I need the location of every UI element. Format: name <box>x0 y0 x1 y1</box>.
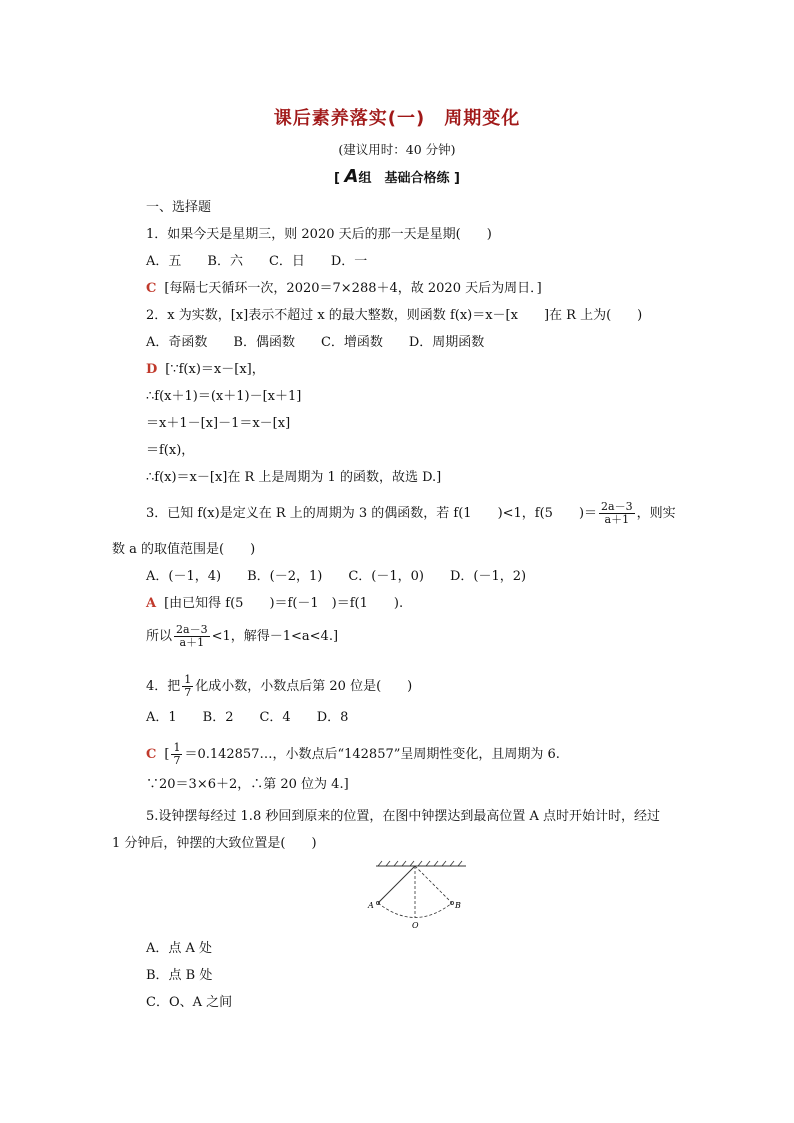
q3-explain2 <box>146 624 338 649</box>
group-label <box>0 166 794 187</box>
q4-explain2: ∵20＝3×6＋2，∴第 20 位为 4.] <box>146 777 349 792</box>
q3-stem-a: 3．已知 f(x)是定义在 R 上的周期为 3 的偶函数，若 f(1 )<1，f(5 )＝ <box>146 506 598 521</box>
q4-stem <box>146 674 412 699</box>
q4-stem-a: 4．把 <box>146 679 181 694</box>
q4-fraction <box>182 674 193 699</box>
q2-stem: 2．x 为实数，[x]表示不超过 x 的最大整数，则函数 f(x)＝x－[x ]在 R 上为( ) <box>146 308 643 323</box>
page-title: 课后素养落实(一) 周期变化 <box>273 108 521 129</box>
q3-explain2-a: 所以 <box>146 629 173 644</box>
q5-option-c: C．O、A 之间 <box>146 995 233 1010</box>
right-line <box>415 866 452 903</box>
q2-solution <box>146 361 265 379</box>
group-text: 组 基础合格练 <box>358 171 450 186</box>
q5-stem2: 1 分钟后，钟摆的大致位置是( ) <box>112 836 317 851</box>
q4-fraction-2 <box>171 742 182 767</box>
q2-line4: ＝f(x)， <box>146 443 195 458</box>
time-hint: (建议用时：40 分钟) <box>338 142 456 157</box>
q4-frac2-den: 7 <box>173 754 181 767</box>
q3-stem-c: 数 a 的取值范围是( ) <box>112 542 256 557</box>
q4-stem-b: 化成小数，小数点后第 20 位是( ) <box>195 679 413 694</box>
q3-explain2-b: <1，解得－1<a<4.] <box>211 629 339 644</box>
q4-solution: C [ $\frac{1}{7}$ ＝0.142857…，小数点后“142857”呈周期性变化，且周期为 6. <box>146 741 560 767</box>
q5-option-a: A．点 A 处 <box>146 941 213 956</box>
q4-explain1: ＝0.142857…，小数点后“142857”呈周期性变化，且周期为 6. <box>184 747 560 762</box>
q1-answer: C <box>146 281 157 296</box>
q2-line3: ＝x＋1－[x]－1＝x－[x] <box>146 416 291 431</box>
swing-arc <box>378 903 452 918</box>
q4-frac-num: 1 <box>184 673 192 686</box>
q3-solution <box>146 595 403 613</box>
q1-options: A．五 B．六 C．日 D．一 <box>146 254 368 269</box>
q1-explain: [每隔七天循环一次，2020＝7×288＋4，故 2020 天后为周日．] <box>164 281 542 296</box>
label-b: B <box>455 901 461 910</box>
group-bracket-open: [ <box>334 171 340 186</box>
q4-options: A．1 B．2 C．4 D．8 <box>146 710 349 725</box>
q3-frac-den: a＋1 <box>604 513 630 526</box>
q3-explain1: [由已知得 f(5 )＝f(－1 )＝f(1 ). <box>164 596 404 611</box>
q2-line1: [∵f(x)＝x－[x]， <box>165 362 265 377</box>
q2-line5: ∴f(x)＝x－[x]在 R 上是周期为 1 的函数，故选 D.] <box>146 470 442 485</box>
q4-answer: C <box>146 747 157 762</box>
q3-options: A．(－1，4) B．(－2，1) C．(－1，0) D．(－1，2) <box>146 569 527 584</box>
q5-option-b: B．点 B 处 <box>146 968 213 983</box>
q3-stem-b: ，则实 <box>636 506 676 521</box>
q2-answer: D <box>146 362 158 377</box>
q4-frac2-num: 1 <box>173 741 181 754</box>
q3-fraction-2 <box>174 624 210 649</box>
q4-frac-den: 7 <box>184 686 192 699</box>
q3-frac-num: 2a－3 <box>601 500 633 513</box>
pendulum-figure <box>366 860 476 932</box>
q3-stem <box>146 501 676 526</box>
q3-fraction <box>599 501 635 526</box>
ceiling-hatch <box>378 861 462 866</box>
q1-solution <box>146 280 542 298</box>
section-heading: 一、选择题 <box>146 200 212 215</box>
q2-line2: ∴f(x＋1)＝(x＋1)－[x＋1] <box>146 389 302 404</box>
label-o: O <box>412 921 419 930</box>
group-letter: A <box>344 166 359 187</box>
pendulum-rod <box>378 866 415 903</box>
q3-frac2-num: 2a－3 <box>176 623 208 636</box>
q3-frac2-den: a＋1 <box>179 636 205 649</box>
q3-answer: A <box>146 596 157 611</box>
label-a: A <box>368 901 374 910</box>
q5-stem1: 5.设钟摆每经过 1.8 秒回到原来的位置，在图中钟摆达到最高位置 A 点时开始计时，经过 <box>146 809 660 824</box>
q2-options: A．奇函数 B．偶函数 C．增函数 D．周期函数 <box>146 335 485 350</box>
group-bracket-close: ] <box>454 171 460 186</box>
q1-stem: 1．如果今天是星期三，则 2020 天后的那一天是星期( ) <box>146 227 492 242</box>
